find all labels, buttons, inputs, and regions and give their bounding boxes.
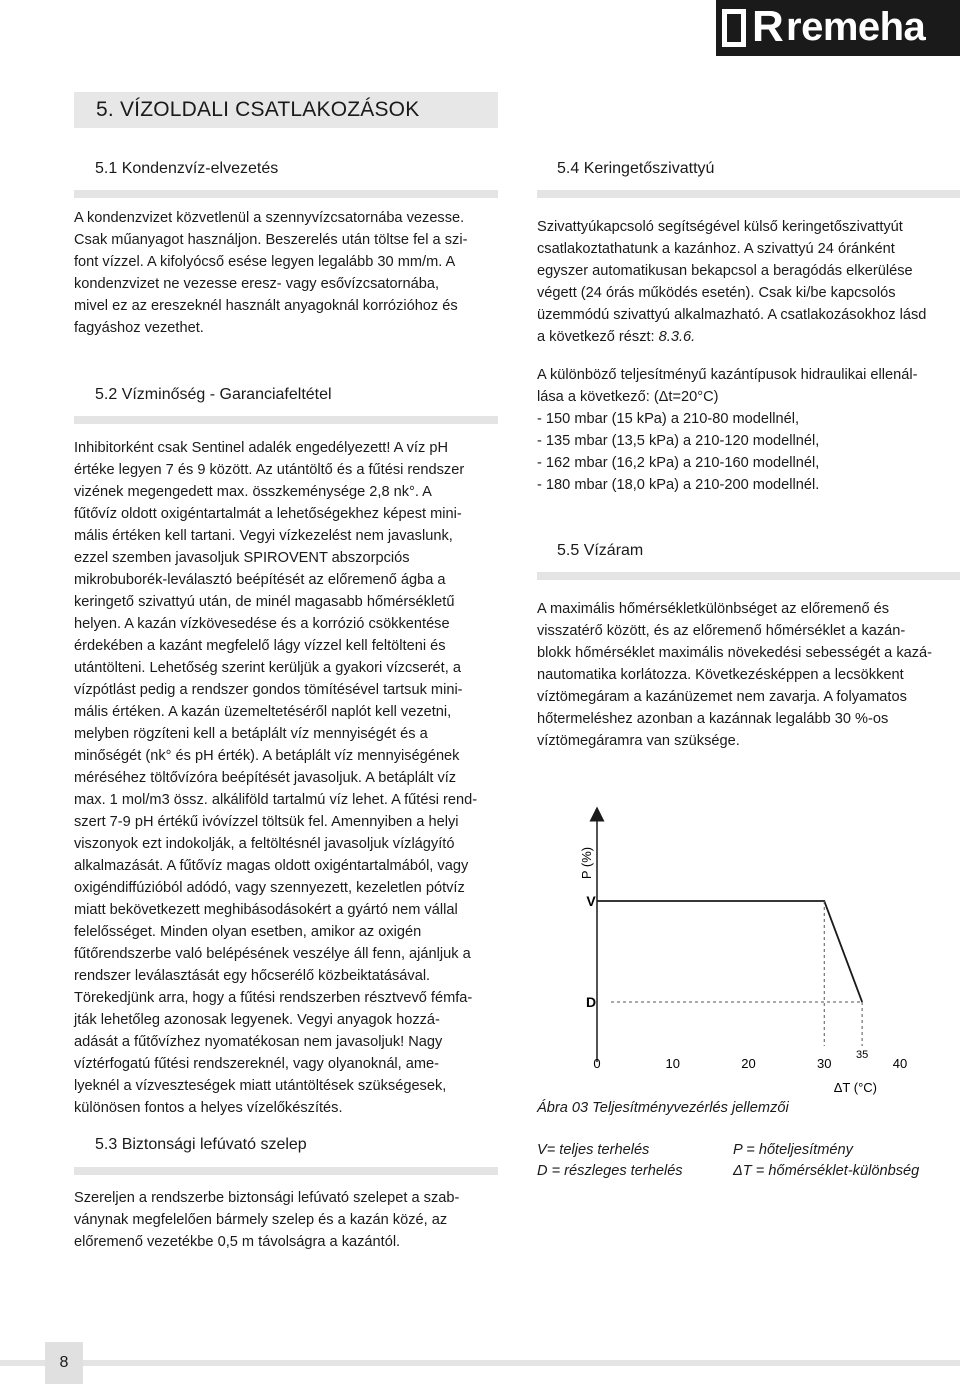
x-tick-label: 35 bbox=[856, 1049, 869, 1061]
text-line: víztömegáram a kazánüzemet nem zavarja. A folyamatos bbox=[537, 689, 907, 705]
text-line: nautomatika korlátozza. Következésképpen a lecsökkent bbox=[537, 667, 904, 683]
x-tick-label: 40 bbox=[892, 1056, 908, 1071]
text-line: vizének megengedett max. összkeménysége 2,8 nk°. A bbox=[74, 484, 432, 500]
text-line: helyen. A kazán vízkövesedése és a korrózió csökkentése bbox=[74, 616, 450, 632]
section-5-1-text bbox=[74, 207, 498, 339]
x-axis-label: ΔT (°C) bbox=[833, 1080, 877, 1095]
section-5-2-text bbox=[74, 437, 498, 1119]
text-line: kondenzvizet ne vezesse eresz- vagy esővízcsatornába, bbox=[74, 276, 440, 292]
text-line: üzemmódú szivattyú alkalmazható. A csatlakozásokhoz lásd bbox=[537, 307, 927, 323]
text-line: ezzel szemben javasoljuk SPIROVENT abszorpciós bbox=[74, 550, 410, 566]
y-tick-label-d: D bbox=[585, 994, 597, 1010]
list-item: - 180 mbar (18,0 kPa) a 210-200 modellnél. bbox=[537, 477, 820, 493]
legend-v: V= teljes terhelés bbox=[537, 1142, 650, 1158]
text-line: egyszer automatikusan bekapcsol a beragódás elkerülése bbox=[537, 263, 913, 279]
text-line: mivel ez az ereszeknél használt anyagoknál korrózióhoz és bbox=[74, 298, 458, 314]
section-5-3-title: 5.3 Biztonsági lefúvató szelep bbox=[95, 1136, 307, 1153]
text-line: A különböző teljesítményű kazántípusok hidraulikai ellenál- bbox=[537, 367, 918, 383]
text-line: A kondenzvizet közvetlenül a szennyvízcsatornába vezesse. bbox=[74, 210, 465, 226]
section-5-1-title: 5.1 Kondenzvíz-elvezetés bbox=[95, 160, 279, 177]
text-line: miatt bekövetkezett meghibásodásokért a gyártó nem vállal bbox=[74, 902, 458, 918]
text-line: blokk hőmérséklet maximális növekedési sebességét a kazá- bbox=[537, 645, 933, 661]
y-axis-label: P (%) bbox=[579, 846, 594, 880]
section-5-5-text bbox=[537, 598, 960, 752]
section-5-4-title: 5.4 Keringetőszivattyú bbox=[557, 160, 715, 177]
text-line: Csak műanyagot használjon. Beszerelés után töltse fel a szi- bbox=[74, 232, 468, 248]
text-line: lása a következő: (Δt=20°C) bbox=[537, 389, 719, 405]
text-line: fűtőrendszerbe való belépésének veszélye áll fenn, ajánljuk a bbox=[74, 946, 471, 962]
text-line: csatlakoztathatunk a kazánhoz. A szivattyú 24 óránként bbox=[537, 241, 895, 257]
text-line: fagyáshoz vezethet. bbox=[74, 320, 204, 336]
text-line: felelősséget. Minden olyan esetben, amikor az oxigén bbox=[74, 924, 422, 940]
text-line: jták lehetőleg azonosak legyenek. Vegyi anyagok hozzá- bbox=[74, 1012, 440, 1028]
x-tick-label: 20 bbox=[741, 1056, 756, 1071]
hydraulic-resistance-list bbox=[537, 408, 960, 496]
section-divider bbox=[74, 190, 498, 198]
page-number: 8 bbox=[45, 1342, 83, 1384]
text-line: Törekedjünk arra, hogy a fűtési rendszerben résztvevő fémfa- bbox=[74, 990, 473, 1006]
remeha-logo bbox=[716, 0, 960, 56]
text-line: visszatérő között, és az előremenő hőmérséklet a kazán- bbox=[537, 623, 906, 639]
text-line: minőségét (nk° és pH érték). A betáplált víz mennyiségének bbox=[74, 748, 460, 764]
text-line: különösen fontos a helyes vízelőkészítés. bbox=[74, 1100, 343, 1116]
text-line: A maximális hőmérsékletkülönbséget az előremenő és bbox=[537, 601, 890, 617]
text-line: melyben rögzíteni kell a betáplált víz mennyiségét és a bbox=[74, 726, 428, 742]
text-line: keringető szivattyú után, de minél magasabb hőmérsékletű bbox=[74, 594, 455, 610]
text-line: Szivattyúkapcsoló segítségével külső keringetőszivattyút bbox=[537, 219, 903, 235]
section-divider bbox=[74, 1167, 498, 1175]
text-line: fűtővíz oldott oxigéntartalmát a lehetőségekhez képest mini- bbox=[74, 506, 462, 522]
text-line: méréséhez töltővízóra beépítését javasoljuk. A betáplált víz bbox=[74, 770, 457, 786]
text-line: szert 7-9 pH értékű ivóvízzel töltsük fel. Amennyiben a helyi bbox=[74, 814, 459, 830]
figure-caption: Ábra 03 Teljesítményvezérlés jellemzői bbox=[537, 1100, 789, 1116]
text-line: adását a fűtővízhez nyomatékosan nem javasoljuk! Nagy bbox=[74, 1034, 443, 1050]
text-line: utántölteni. Lehetőség szerint kerüljük a gyakori vízcserét, a bbox=[74, 660, 461, 676]
ref-prefix: a következő részt: bbox=[537, 329, 659, 345]
footer-bar bbox=[0, 1360, 960, 1366]
text-line: víztérfogatú fűtési rendszereknél, vagy olyanoknál, ame- bbox=[74, 1056, 440, 1072]
x-tick-label: 10 bbox=[665, 1056, 680, 1071]
text-line: lyeknél a vízveszteségek miatt utántöltések szükségesek, bbox=[74, 1078, 447, 1094]
section-divider bbox=[537, 190, 960, 198]
legend-d: D = részleges terhelés bbox=[537, 1163, 683, 1179]
section-5-3-text bbox=[74, 1187, 498, 1253]
section-divider bbox=[537, 572, 960, 580]
performance-curve bbox=[597, 901, 862, 1002]
list-item: - 150 mbar (15 kPa) a 210-80 modellnél, bbox=[537, 411, 800, 427]
section-5-2-title: 5.2 Vízminőség - Garanciafeltétel bbox=[95, 386, 332, 403]
hydraulic-resistance-intro bbox=[537, 364, 960, 408]
text-line: érdekében a kazánt megfelelő lágy vízzel kell feltölteni és bbox=[74, 638, 446, 654]
text-line: vízpótlást pedig a rendszer gondos tömítésével tartsuk mini- bbox=[74, 682, 463, 698]
text-line: hőtermeléshez azonban a kazánnak legalább 30 %-os bbox=[537, 711, 889, 727]
text-line: rendszer leválasztását egy hőcserélő közbeiktatásával. bbox=[74, 968, 431, 984]
text-line: víztömegáramra van szüksége. bbox=[537, 733, 740, 749]
chapter-header bbox=[74, 92, 498, 128]
text-line: mális értéken kell tartani. Vegyi vízkezelést nem javaslunk, bbox=[74, 528, 453, 544]
chapter-title: 5. VÍZOLDALI CSATLAKOZÁSOK bbox=[96, 98, 420, 121]
text-line: alkalmazását. A fűtővíz magas oldott oxigéntartalmából, vagy bbox=[74, 858, 469, 874]
legend-p: P = hőteljesítmény bbox=[733, 1142, 853, 1158]
section-divider bbox=[74, 416, 498, 424]
x-tick-label: 0 bbox=[593, 1056, 601, 1071]
performance-control-chart bbox=[537, 800, 960, 1110]
text-line: előremenő vezetékbe 0,5 m távolságra a kazántól. bbox=[74, 1234, 401, 1250]
text-line: mális értéken. A kazán üzemeltetéséről naplót kell vezetni, bbox=[74, 704, 452, 720]
text-line: max. 1 mol/m3 össz. alkáliföld tartalmú víz lehet. A fűtési rend- bbox=[74, 792, 478, 808]
section-5-4-text bbox=[537, 216, 960, 348]
legend-dt: ΔT = hőmérséklet-különbség bbox=[733, 1163, 920, 1179]
list-item: - 162 mbar (16,2 kPa) a 210-160 modellnél, bbox=[537, 455, 820, 471]
text-line: végett (24 órás működés esetén). Csak ki/be kapcsolós bbox=[537, 285, 896, 301]
text-line: ványnak megfelelően bármely szelep és a kazán közé, az bbox=[74, 1212, 448, 1228]
text-line: Inhibitorként csak Sentinel adalék engedélyezett! A víz pH bbox=[74, 440, 448, 456]
text-line: viszonyok ezt indokolják, a feltöltésnél javasoljuk vízlágyító bbox=[74, 836, 455, 852]
list-item: - 135 mbar (13,5 kPa) a 210-120 modellnél, bbox=[537, 433, 820, 449]
y-tick-label-v: V bbox=[586, 893, 596, 909]
text-line: mikrobuborék-leválasztó beépítését az előremenő ágba a bbox=[74, 572, 446, 588]
text-line bbox=[537, 326, 960, 348]
text-line: oxigéndiffúzióból adódó, vagy szennyezett, kezeletlen pótvíz bbox=[74, 880, 465, 896]
section-5-5-title: 5.5 Vízáram bbox=[557, 542, 644, 559]
section-reference: 8.3.6. bbox=[658, 329, 696, 345]
logo-wordmark: remeha bbox=[786, 5, 926, 49]
text-line: Szereljen a rendszerbe biztonsági lefúvató szelepet a szab- bbox=[74, 1190, 460, 1206]
text-line: értéke legyen 7 és 9 között. Az utántöltő és a fűtési rendszer bbox=[74, 462, 465, 478]
x-tick-label: 30 bbox=[817, 1056, 832, 1071]
logo-mark: R bbox=[722, 9, 782, 47]
text-line: font vízzel. A kifolyócső esése legyen legalább 30 mm/m. A bbox=[74, 254, 456, 270]
